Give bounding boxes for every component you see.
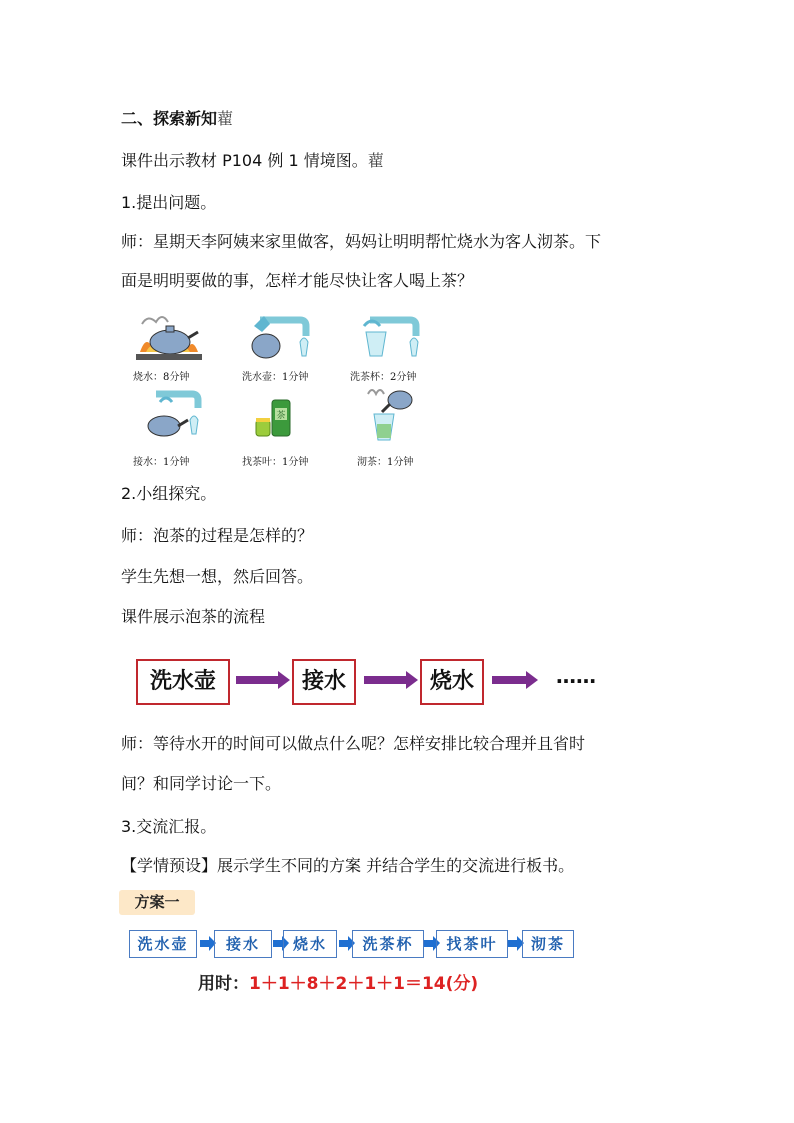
flow-ellipsis: ……	[556, 664, 596, 688]
scheme-step: 洗水壶	[129, 930, 197, 958]
task-caption: 找茶叶：1分钟	[242, 457, 309, 468]
task-caption: 洗茶杯：2分钟	[350, 372, 417, 383]
arrow-right-icon	[364, 676, 406, 684]
paragraph: 间？和同学讨论一下。	[121, 774, 282, 793]
fill-water-illustration	[140, 388, 230, 458]
flow-step: 接水	[292, 659, 356, 705]
arrow-right-icon	[424, 940, 434, 947]
paragraph: 师：泡茶的过程是怎样的？	[121, 526, 314, 545]
arrow-right-icon	[273, 940, 283, 947]
scheme-step: 洗茶杯	[352, 930, 424, 958]
placeholder-icon: 藋	[217, 109, 234, 128]
time-value: 1＋1＋8＋2＋1＋1＝14(分)	[249, 974, 479, 994]
scheme-tag: 方案一	[119, 890, 195, 915]
flow-step: 烧水	[420, 659, 484, 705]
arrow-right-icon	[236, 676, 278, 684]
arrow-right-icon	[508, 940, 518, 947]
paragraph: 师：等待水开的时间可以做点什么呢？怎样安排比较合理并且省时	[121, 734, 586, 753]
scheme-step: 沏茶	[522, 930, 574, 958]
paragraph: 面是明明要做的事，怎样才能尽快让客人喝上茶？	[121, 271, 474, 290]
placeholder-icon: 藋	[367, 151, 384, 170]
paragraph: 2.小组探究。	[121, 484, 217, 503]
scheme-step: 烧水	[283, 930, 337, 958]
scheme-step: 接水	[214, 930, 272, 958]
scheme-time	[198, 972, 478, 996]
task-caption: 洗水壶：1分钟	[242, 372, 309, 383]
paragraph: 1.提出问题。	[121, 193, 217, 212]
paragraph: 师：星期天李阿姨来家里做客，妈妈让明明帮忙烧水为客人沏茶。下	[121, 232, 602, 251]
flow-step: 洗水壶	[136, 659, 230, 705]
paragraph: 【学情预设】展示学生不同的方案 并结合学生的交流进行板书。	[121, 856, 575, 875]
paragraph: 3.交流汇报。	[121, 817, 217, 836]
arrow-right-icon	[200, 940, 210, 947]
task-caption: 烧水：8分钟	[133, 372, 190, 383]
brew-tea-illustration	[362, 384, 452, 454]
paragraph: 课件出示教材 P104 例 1 情境图。藋	[121, 151, 384, 170]
arrow-right-icon	[339, 940, 349, 947]
arrow-right-icon	[492, 676, 526, 684]
section-title: 二、探索新知藋	[121, 109, 234, 128]
paragraph: 学生先想一想，然后回答。	[121, 567, 314, 586]
task-caption: 接水：1分钟	[133, 457, 190, 468]
time-label: 用时：	[198, 974, 249, 994]
svg-text:茶: 茶	[276, 411, 286, 421]
task-caption: 沏茶：1分钟	[357, 457, 414, 468]
scheme-step: 找茶叶	[436, 930, 508, 958]
paragraph: 课件展示泡茶的流程	[121, 607, 266, 626]
